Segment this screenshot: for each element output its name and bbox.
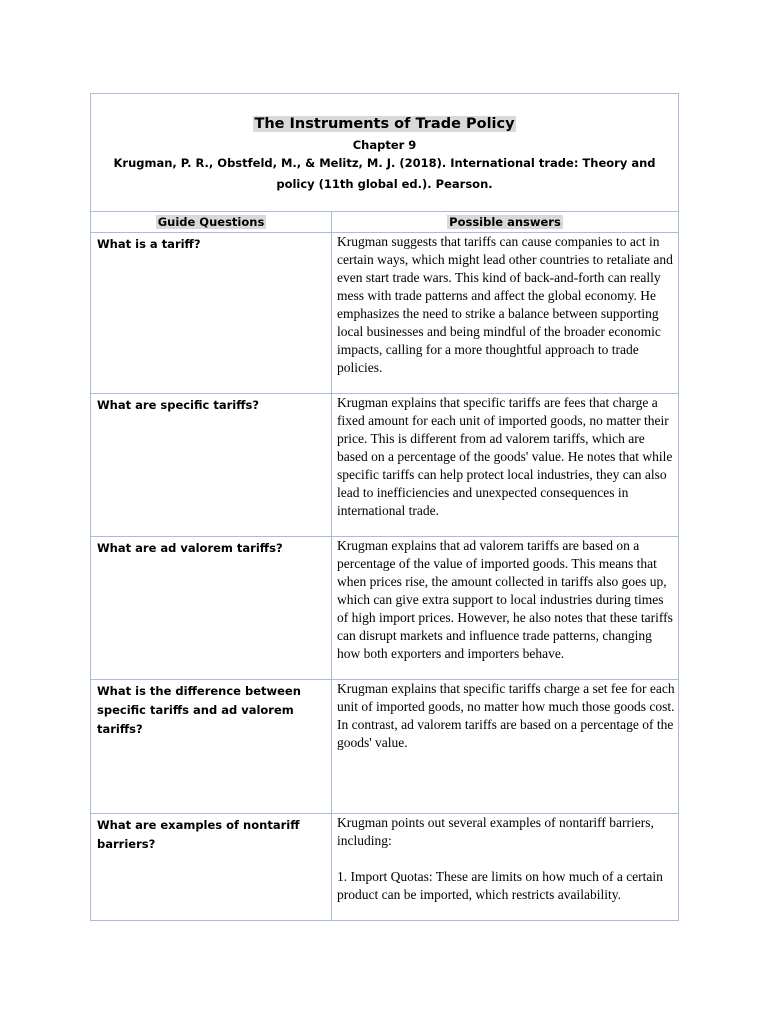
guide-question: What are specific tariffs? — [97, 398, 260, 412]
guide-question: What is the difference between specific tariffs and ad valorem tariffs? — [97, 684, 301, 736]
table-header-cell — [91, 94, 678, 212]
guide-question: What are ad valorem tariffs? — [97, 541, 283, 555]
guide-question: What are examples of nontariff barriers? — [97, 818, 300, 851]
table-row — [91, 233, 678, 394]
document-table — [90, 93, 679, 921]
table-row — [91, 394, 678, 537]
column-header-answers: Possible answers — [449, 215, 561, 229]
citation: Krugman, P. R., Obstfeld, M., & Melitz, M. J. (2018). International trade: Theory and policy (11th global ed.). Pearson. — [113, 156, 656, 191]
table-row — [91, 537, 678, 680]
column-header-row — [91, 212, 678, 233]
possible-answer: Krugman suggests that tariffs can cause companies to act in certain ways, which might lead other countries to retaliate and even start trade wars. This kind of back-and-forth can really mess with trade patterns and affect the global economy. He emphasizes the need to strike a balance between supporting local businesses and being mindful of the broader economic impacts, calling for a more thoughtful approach to trade policies. — [337, 234, 673, 375]
document-title: The Instruments of Trade Policy — [254, 116, 515, 132]
chapter-label: Chapter 9 — [352, 138, 417, 152]
guide-question: What is a tariff? — [97, 237, 201, 251]
table-row — [91, 814, 678, 920]
column-header-questions: Guide Questions — [157, 215, 265, 229]
possible-answer: Krugman explains that ad valorem tariffs are based on a percentage of the value of imported goods. This means that when prices rise, the amount collected in tariffs also goes up, which can give extra support to local industries during times of high import prices. However, he also notes that these tariffs can disrupt markets and influence trade patterns, changing how both exporters and importers behave. — [337, 538, 673, 661]
possible-answer: Krugman points out several examples of nontariff barriers, including: 1. Import Quotas: These are limits on how much of a certain product can be imported, which restricts availability. — [337, 815, 663, 902]
table-row — [91, 680, 678, 814]
possible-answer: Krugman explains that specific tariffs charge a set fee for each unit of imported goods, no matter how much those goods cost. In contrast, ad valorem tariffs are based on a percentage of the goods' value. — [337, 681, 675, 750]
possible-answer: Krugman explains that specific tariffs are fees that charge a fixed amount for each unit of imported goods, no matter their price. This is different from ad valorem tariffs, which are based on a percentage of the goods' value. He notes that while specific tariffs can help protect local industries, they can also lead to inefficiencies and unexpected consequences in international trade. — [337, 395, 673, 518]
